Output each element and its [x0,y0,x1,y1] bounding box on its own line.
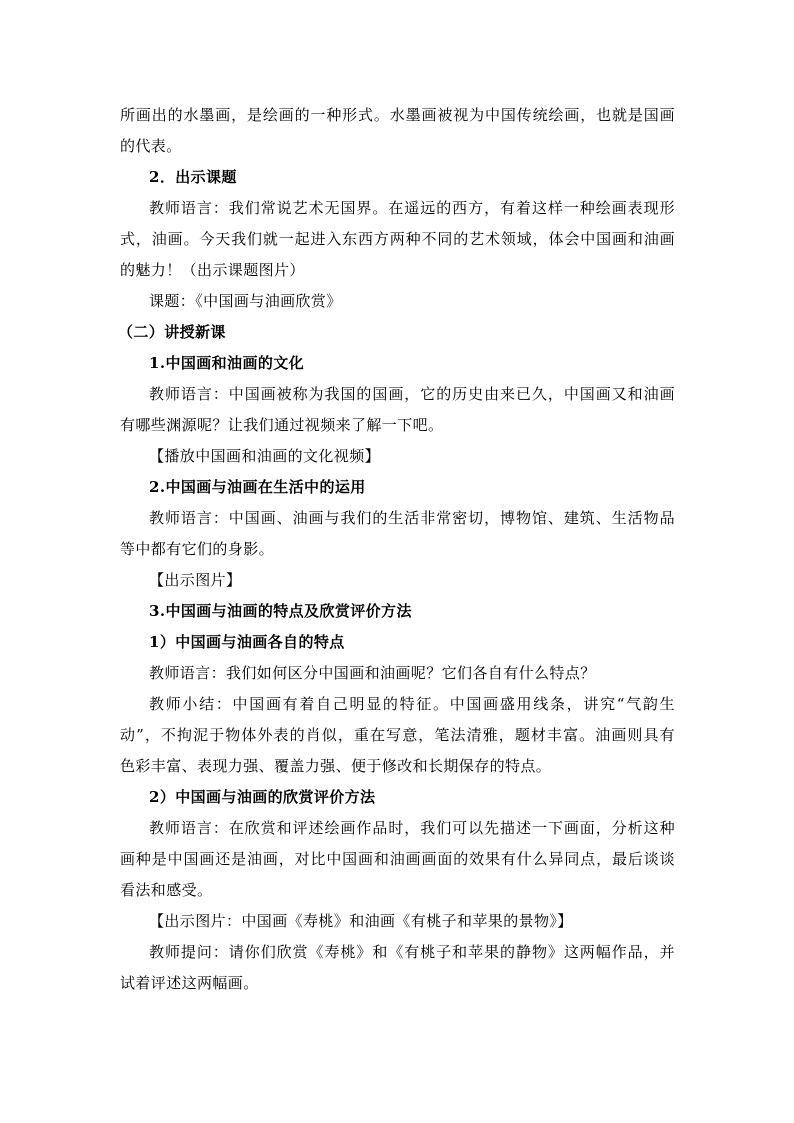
body-text-line: 有哪些渊源呢？让我们通过视频来了解一下吧。 [120,416,444,434]
body-text-line: 的代表。 [120,137,182,155]
body-text-line: 教师语言：我们如何区分中国画和油画呢？它们各自有什么特点？ [149,664,596,682]
body-text-line: 式，油画。今天我们就一起进入东西方两种不同的艺术领域，体会中国画和油画 [120,230,675,248]
body-text-line: 动”，不拘泥于物体外表的肖似，重在写意，笔法清雅，题材丰富。油画则具有 [120,726,675,744]
body-text-line: 教师语言：在欣赏和评述绘画作品时，我们可以先描述一下画面，分析这种 [149,819,675,837]
section-heading-line: 2.中国画与油画在生活中的运用 [149,478,366,496]
section-heading-line: 2）中国画与油画的欣赏评价方法 [149,788,376,806]
document-body [120,100,675,999]
section-heading-line: 2．出示课题 [149,168,237,186]
body-text-line: 教师小结：中国画有着自己明显的特征。中国画盛用线条，讲究“气韵生 [149,695,675,713]
body-text-line: 教师语言：中国画、油画与我们的生活非常密切，博物馆、建筑、生活物品 [149,509,675,527]
body-text-line: 的魅力！（出示课题图片） [120,261,305,279]
body-text-line: 色彩丰富、表现力强、覆盖力强、便于修改和长期保存的特点。 [120,757,552,775]
body-text-line: 教师提问：请你们欣赏《寿桃》和《有桃子和苹果的静物》这两幅作品，并 [149,943,675,961]
section-heading-line: 1）中国画与油画各自的特点 [149,633,345,651]
body-text-line: 教师语言：中国画被称为我国的国画，它的历史由来已久，中国画又和油画 [149,385,675,403]
body-text-line: 教师语言：我们常说艺术无国界。在遥远的西方，有着这样一种绘画表现形 [149,199,675,217]
body-text-line: 【出示图片：中国画《寿桃》和油画《有桃子和苹果的景物》】 [149,912,573,930]
body-text-line: 【出示图片】 [149,571,242,589]
body-text-line: 画种是中国画还是油画，对比中国画和油画画面的效果有什么异同点，最后谈谈 [120,850,675,868]
body-text-line: 看法和感受。 [120,881,213,899]
section-heading-line: 3.中国画与油画的特点及欣赏评价方法 [149,602,412,620]
section-heading-line: （二）讲授新课 [118,323,226,341]
body-text-line: 课题：《中国画与油画欣赏》 [149,292,342,310]
body-text-line: 【播放中国画和油画的文化视频】 [149,447,381,465]
body-text-line: 等中都有它们的身影。 [120,540,275,558]
section-heading-line: 1.中国画和油画的文化 [149,354,305,372]
body-text-line: 试着评述这两幅画。 [120,974,259,992]
body-text-line: 所画出的水墨画，是绘画的一种形式。水墨画被视为中国传统绘画，也就是国画 [120,106,675,124]
